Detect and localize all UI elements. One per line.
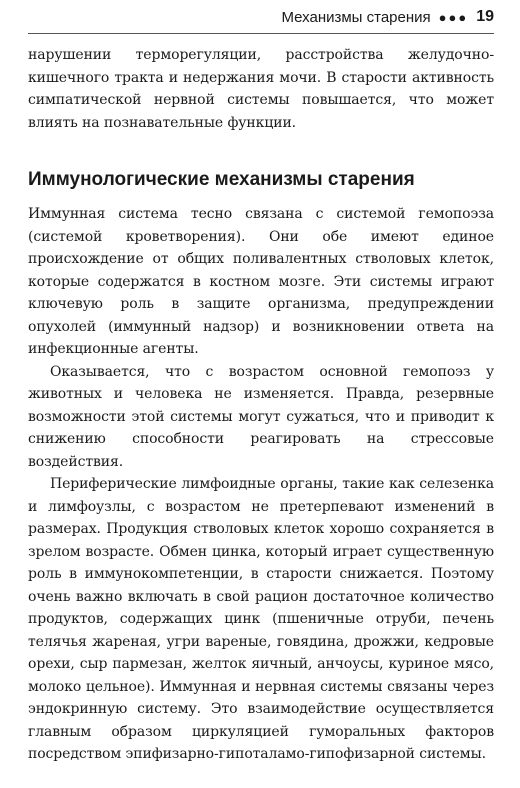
running-header <box>281 8 494 26</box>
header-dots-ornament: ●●● <box>438 9 469 25</box>
running-header-title: Механизмы старения <box>281 8 431 26</box>
section-body <box>28 203 494 766</box>
section-heading: Иммунологические механизмы старения <box>28 169 415 190</box>
body-paragraph-3: Периферические лимфоидные органы, такие как селезенка и лимфоузлы, с возрастом не претерпевают изменений в размерах. Продукция стволовых клеток хорошо сохраняется в зрелом возрасте. Обмен цинка, который играет существенную роль в иммунокомпетенции, в старости снижается. Поэтому очень важно включать в свой рацион достаточное количество продуктов, содержащих цинк (пшеничные отруби, печень телячья жареная, угри вареные, говядина, дрожжи, кедровые орехи, сыр пармезан, желток яичный, анчоусы, куриное мясо, молоко цельное). Иммунная и нервная системы связаны через эндокринную систему. Это взаимодействие осуществляется главным образом циркуляцией гуморальных факторов посредством эпифизарно-гипоталамо-гипофизарной системы. <box>28 476 494 762</box>
page-number: 19 <box>476 8 494 25</box>
body-paragraph-2: Оказывается, что с возрастом основной гемопоэз у животных и человека не изменяется. Правда, резервные возможности этой системы могут сужаться, что и приводит к снижению способности реагировать на стрессовые воздействия. <box>28 363 494 470</box>
body-paragraph-1: Иммунная система тесно связана с системой гемопоэза (системой кроветворения). Они обе имеют единое происхождение от общих поливалентных стволовых клеток, которые содержатся в костном мозге. Эти системы играют ключевую роль в защите организма, предупреждении опухолей (иммунный надзор) и возникновении ответа на инфекционные агенты. <box>28 206 494 357</box>
header-rule <box>28 33 494 34</box>
intro-paragraph: нарушении терморегуляции, расстройства желудочно-кишечного тракта и недержания мочи. В старости активность симпатической нервной системы повышается, что может влиять на познавательные функции. <box>28 47 494 131</box>
book-page <box>28 0 494 788</box>
intro-text-block <box>28 44 494 134</box>
